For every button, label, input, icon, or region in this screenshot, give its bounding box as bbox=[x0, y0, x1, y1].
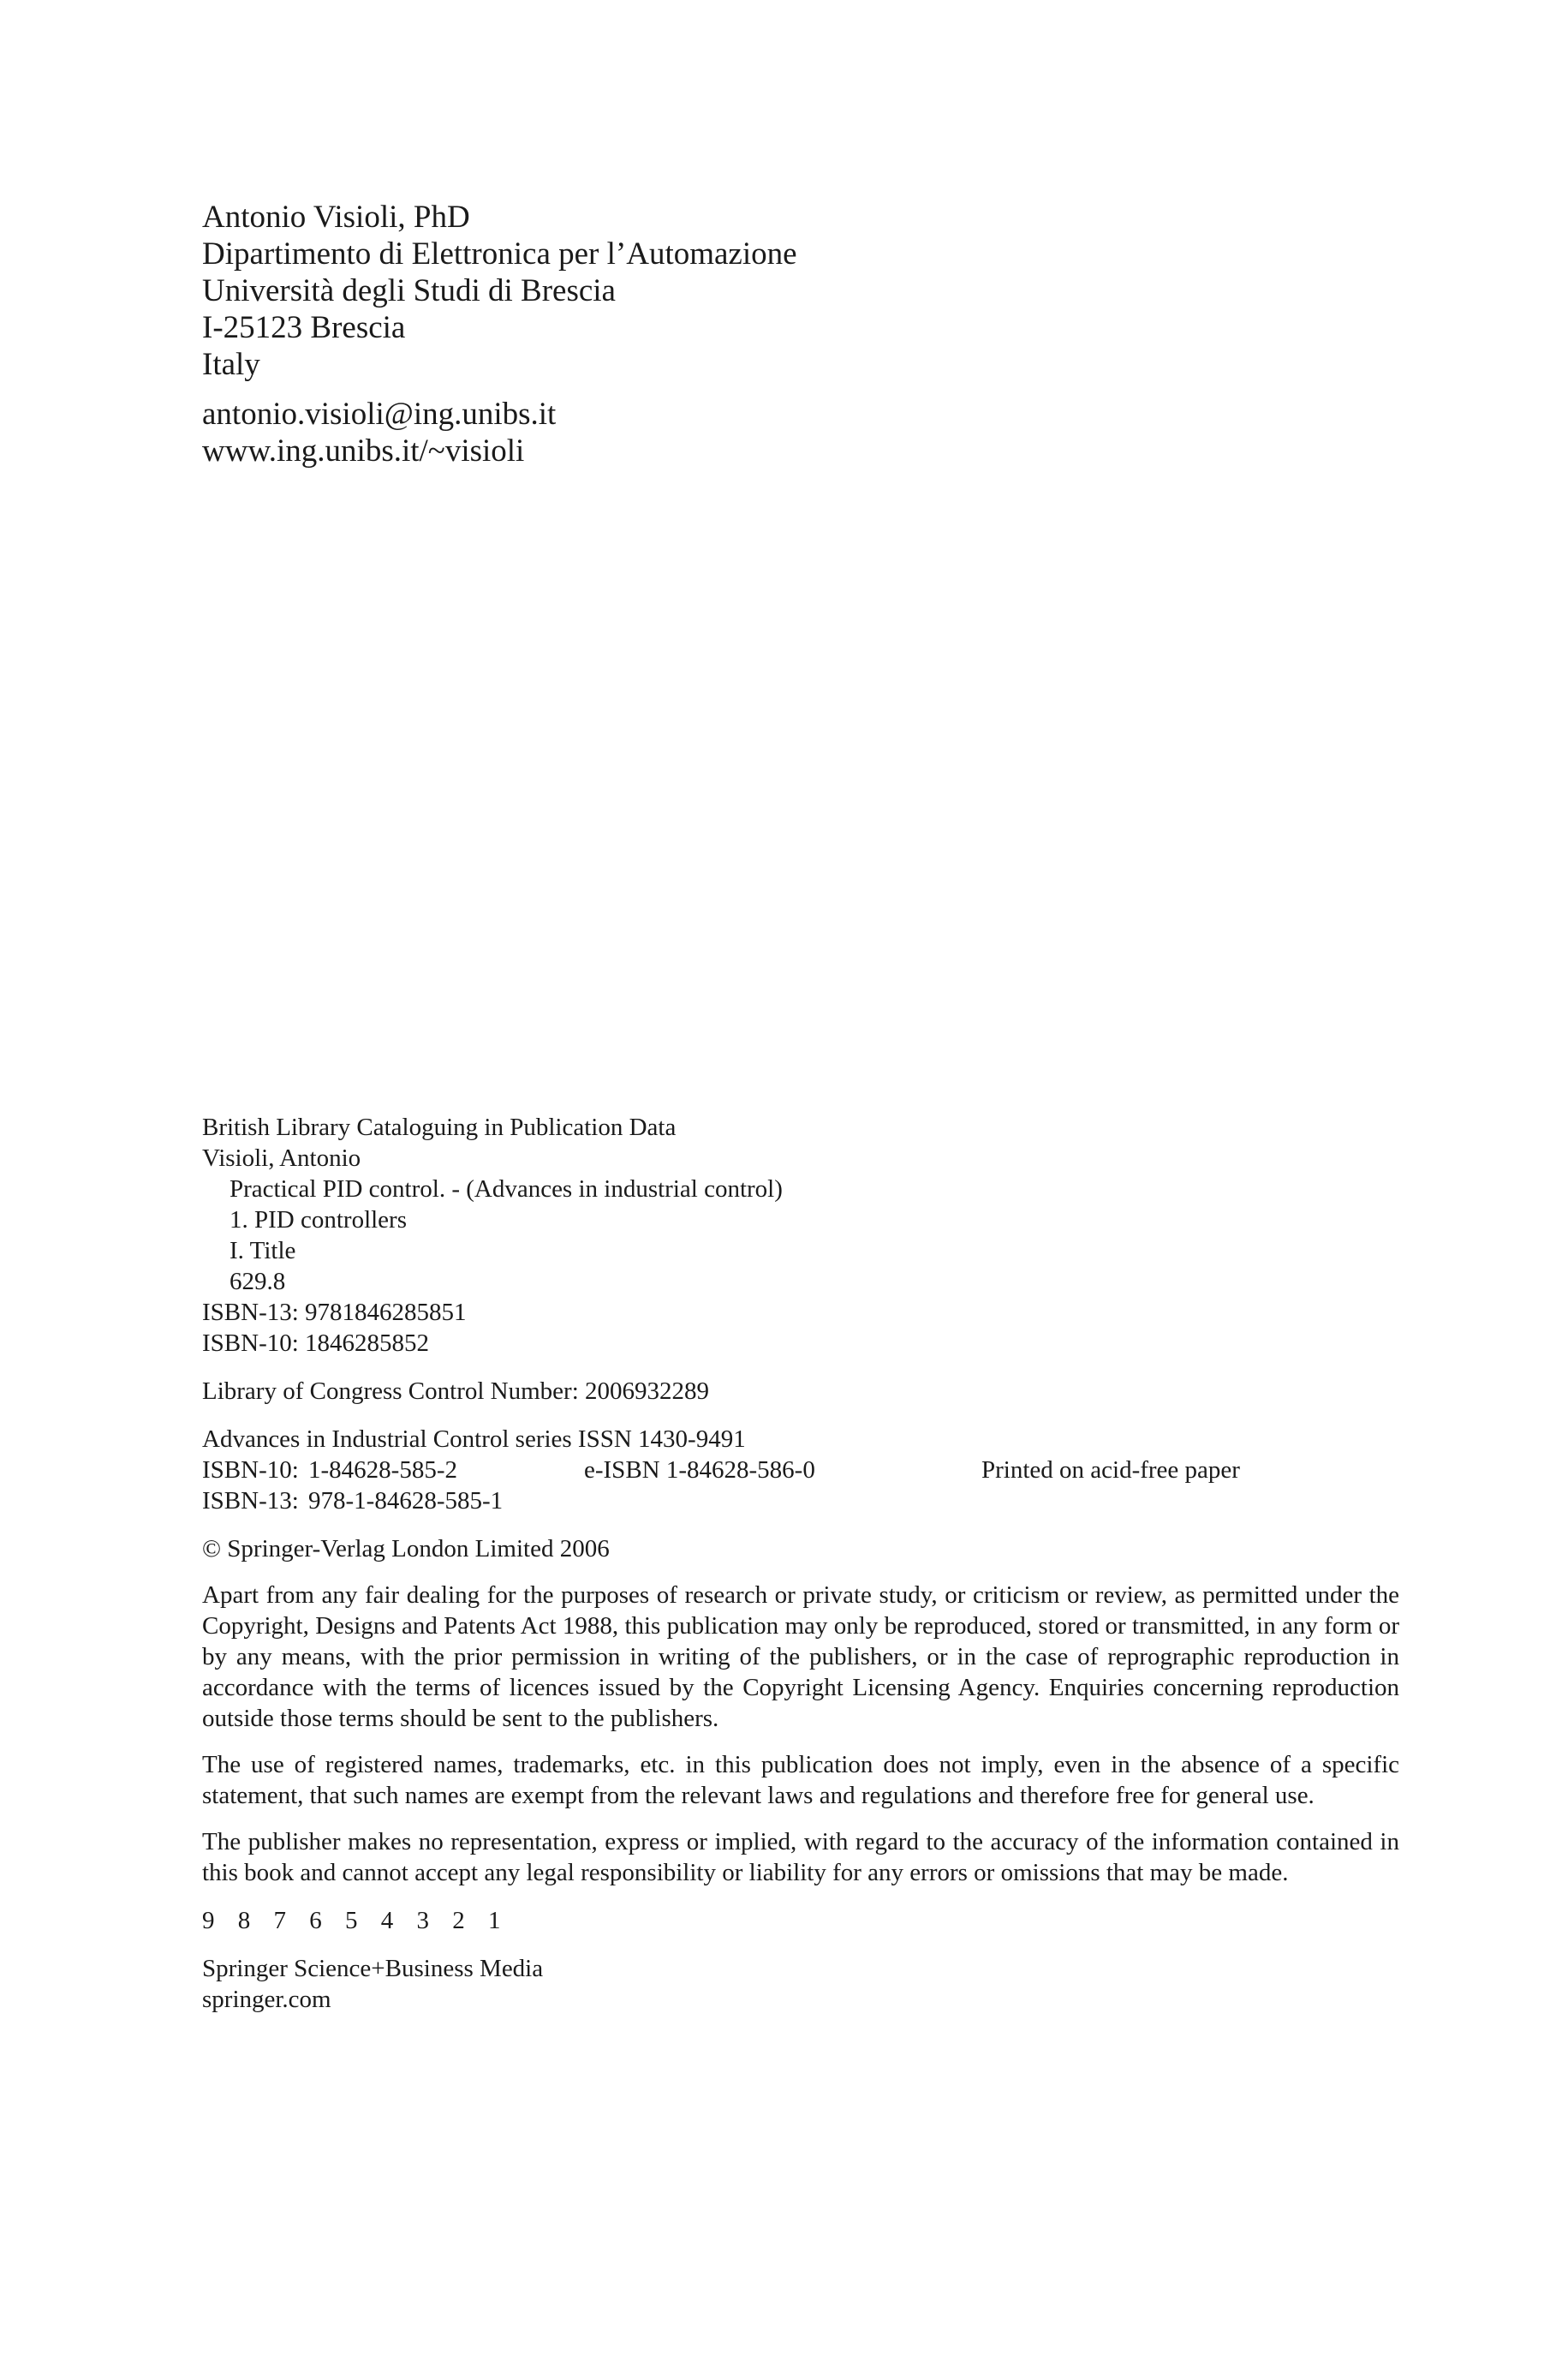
author-postal: I-25123 Brescia bbox=[202, 310, 406, 345]
author-university: Università degli Studi di Brescia bbox=[202, 273, 616, 308]
cip-classification: 629.8 bbox=[230, 1268, 286, 1295]
acid-free-note: Printed on acid-free paper bbox=[981, 1456, 1240, 1484]
series-issn: Advances in Industrial Control series ISSN 1430-9491 bbox=[202, 1425, 746, 1453]
eisbn-value: e-ISBN 1-84628-586-0 bbox=[584, 1456, 815, 1484]
author-website[interactable]: www.ing.unibs.it/~visioli bbox=[202, 433, 525, 469]
isbn10-row bbox=[202, 1455, 1399, 1485]
isbn13-value: 978-1-84628-585-1 bbox=[308, 1487, 504, 1515]
rights-paragraph: Apart from any fair dealing for the purposes of research or private study, or criticism or review, as permitted under the Copyright, Designs and Patents Act 1988, this publication may only be reproduced, stored or transmitted, in any form or by any means, with the prior permission in writing of the publishers, or in the case of reprographic reproduction in accordance with the terms of licences issued by the Copyright Licensing Agency. Enquiries concerning reproduction outside those terms should be sent to the publishers. bbox=[202, 1581, 1399, 1732]
isbn13-row bbox=[202, 1485, 1399, 1516]
copyright-notice: © Springer-Verlag London Limited 2006 bbox=[202, 1535, 610, 1562]
loc-control-number: Library of Congress Control Number: 2006932289 bbox=[202, 1377, 710, 1405]
isbn10-label: ISBN-10: bbox=[202, 1456, 299, 1484]
trademark-paragraph: The use of registered names, trademarks, etc. in this publication does not imply, even in the absence of a specific statement, that such names are exempt from the relevant laws and regulations and therefore free for general use. bbox=[202, 1751, 1399, 1809]
isbn13-label: ISBN-13: bbox=[202, 1487, 299, 1515]
cip-subject: 1. PID controllers bbox=[230, 1206, 407, 1234]
imprint-block bbox=[202, 1112, 1399, 2015]
cip-heading: British Library Cataloguing in Publication Data bbox=[202, 1114, 677, 1141]
cip-title-label: I. Title bbox=[230, 1237, 296, 1264]
author-email[interactable]: antonio.visioli@ing.unibs.it bbox=[202, 397, 557, 432]
author-name: Antonio Visioli, PhD bbox=[202, 200, 470, 235]
printing-line: 9 8 7 6 5 4 3 2 1 bbox=[202, 1907, 510, 1934]
author-department: Dipartimento di Elettronica per l’Automazione bbox=[202, 236, 797, 272]
isbn10-value: 1-84628-585-2 bbox=[308, 1456, 457, 1484]
cip-author: Visioli, Antonio bbox=[202, 1144, 361, 1172]
cip-isbn10: ISBN-10: 1846285852 bbox=[202, 1329, 430, 1357]
cip-isbn13: ISBN-13: 9781846285851 bbox=[202, 1299, 467, 1326]
publisher-name: Springer Science+Business Media bbox=[202, 1955, 544, 1982]
author-contact-block bbox=[202, 396, 1401, 469]
author-country: Italy bbox=[202, 347, 260, 382]
author-address-block bbox=[202, 199, 1401, 383]
liability-paragraph: The publisher makes no representation, express or implied, with regard to the accuracy of the information contained in this book and cannot accept any legal responsibility or liability for any errors or omissions that may be made. bbox=[202, 1828, 1399, 1886]
cip-title: Practical PID control. - (Advances in industrial control) bbox=[230, 1175, 783, 1203]
publisher-website[interactable]: springer.com bbox=[202, 1986, 331, 2013]
